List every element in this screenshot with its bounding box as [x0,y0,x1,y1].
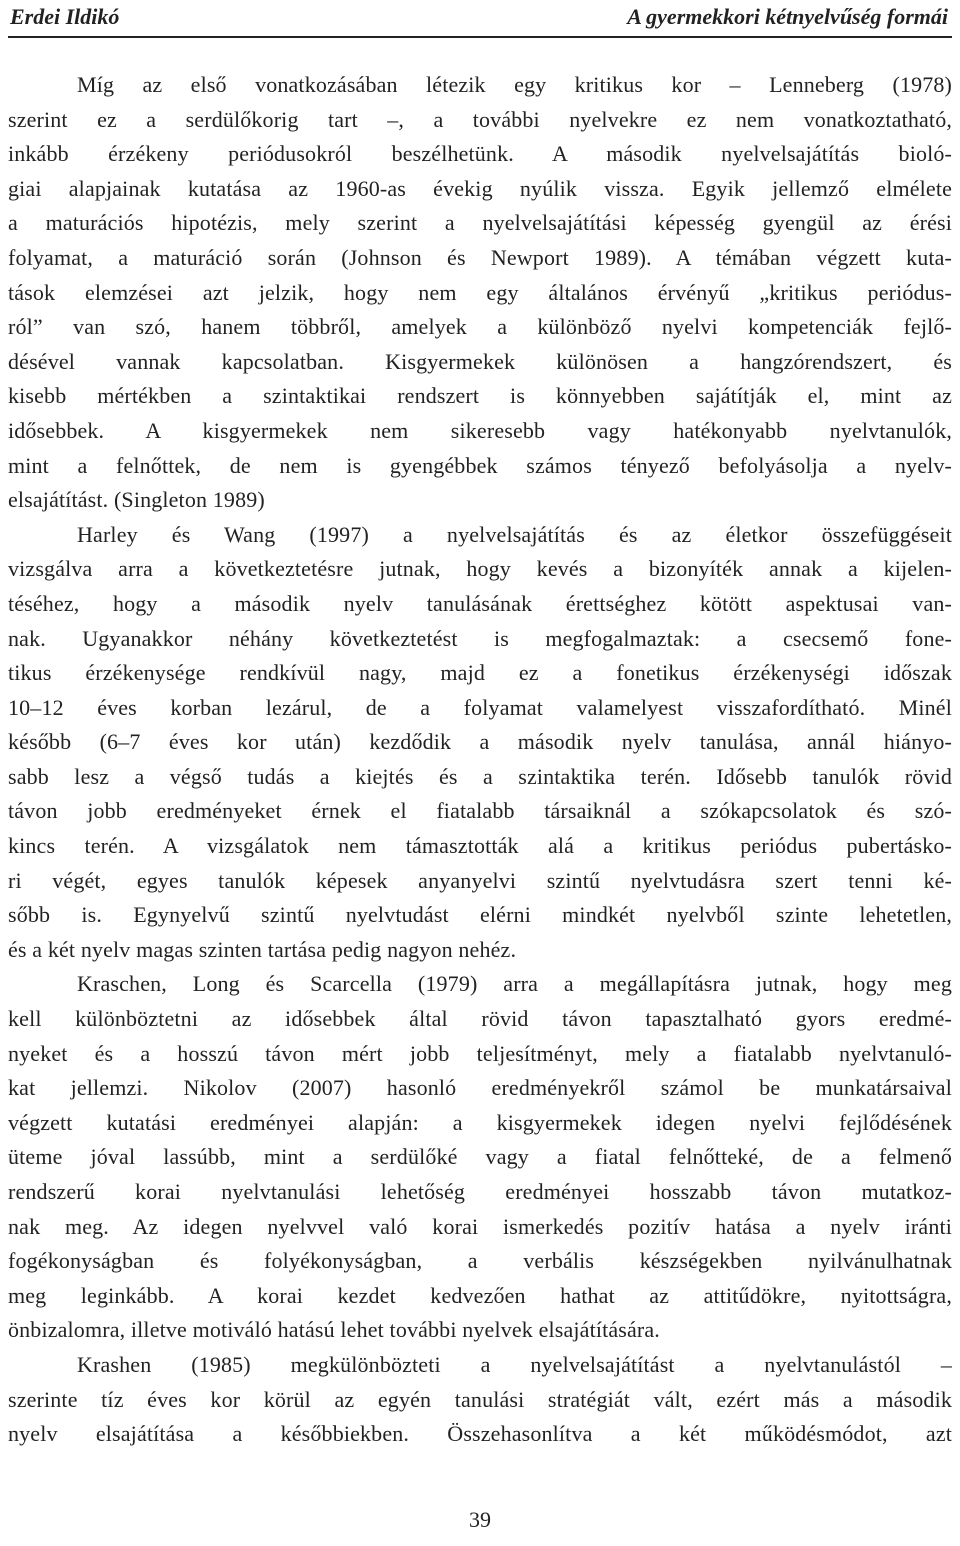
text-line: giai alapjainak kutatása az 1960-as évekig nyúlik vissza. Egyik jellemző elmélete [8,175,952,201]
text-line: rendszerű korai nyelvtanulási lehetőség eredményei hosszabb távon mutatkoz- [8,1179,952,1204]
text-line: Kraschen, Long és Scarcella (1979) arra a megállapításra jutnak, hogy meg [77,971,952,997]
paragraph [8,1348,952,1452]
text-line: végzett kutatási eredményei alapján: a kisgyermekek idegen nyelvi fejlődésének [8,1109,952,1135]
text-line: inkább érzékeny periódusokról beszélhetünk. A második nyelvelsajátítás bioló- [8,141,952,167]
text-line: tások elemzései azt jelzik, hogy nem egy általános érvényű „kritikus periódus- [8,279,952,305]
text-line: a maturációs hipotézis, mely szerint a nyelvelsajátítási képesség gyengül az érési [8,210,952,236]
header-title: A gyermekkori kétnyelvűség formái [627,4,948,29]
text-line: fogékonyságban és folyékonyságban, a verbális készségekben nyilvánulhatnak [8,1248,952,1274]
text-line: nyeket és a hosszú távon mért jobb teljesítményt, mely a fiatalabb nyelvtanuló- [8,1040,952,1066]
text-line: nak meg. Az idegen nyelvvel való korai ismerkedés pozitív hatása a nyelv iránti [8,1213,952,1239]
text-line: meg leginkább. A korai kezdet kedvezően hathat az attitűdökre, nyitottságra, [8,1282,952,1308]
text-line: mint a felnőttek, de nem is gyengébbek számos tényező befolyásolja a nyelv- [8,452,952,478]
text-line: később (6–7 éves kor után) kezdődik a második nyelv tanulása, annál hiányo- [8,729,952,755]
text-line: Krashen (1985) megkülönbözteti a nyelvelsajátítást a nyelvtanulástól – [77,1351,952,1377]
text-line: ri végét, egyes tanulók képesek anyanyelvi szintű nyelvtudásra szert tenni ké- [8,867,952,893]
running-header [8,0,952,38]
text-line: nyelv elsajátítása a későbbiekben. Összehasonlítva a két működésmódot, azt [8,1421,952,1447]
text-line: 10–12 éves korban lezárul, de a folyamat valamelyest visszafordítható. Minél [8,694,952,720]
paragraph [8,518,952,968]
text-line: ról” van szó, hanem többről, amelyek a különböző nyelvi kompetenciák fejlő- [8,314,952,340]
text-line: Harley és Wang (1997) a nyelvelsajátítás és az életkor összefüggéseit [77,521,952,547]
text-line: sabb lesz a végső tudás a kiejtés és a szintaktika terén. Idősebb tanulók rövid [8,763,952,789]
text-line: kisebb mértékben a szintaktikai rendszert is könnyebben sajátítják el, mint az [8,383,952,409]
paragraph [8,68,952,518]
header-author: Erdei Ildikó [10,4,120,29]
text-line: kincs terén. A vizsgálatok nem támasztották alá a kritikus periódus pubertásko- [8,833,952,859]
text-line: üteme jóval lassúbb, mint a serdülőké vagy a fiatal felnőtteké, de a felmenő [8,1144,952,1170]
text-line: tikus érzékenysége rendkívül nagy, majd ez a fonetikus érzékenységi időszak [8,660,952,686]
text-line: és a két nyelv magas szinten tartása pedig nagyon nehéz. [8,936,517,962]
paragraph [8,967,952,1348]
text-line: távon jobb eredményeket érnek el fiatalabb társaiknál a szókapcsolatok és szó- [8,798,952,824]
text-line: téséhez, hogy a második nyelv tanulásának érettséghez kötött aspektusai van- [8,590,952,616]
text-line: elsajátítást. (Singleton 1989) [8,487,265,513]
text-line: vizsgálva arra a következtetésre jutnak, hogy kevés a bizonyíték annak a kijelen- [8,556,952,582]
text-line: kat jellemzi. Nikolov (2007) hasonló eredményekről számol be munkatársaival [8,1075,952,1101]
text-line: sőbb is. Egynyelvű szintű nyelvtudást elérni mindkét nyelvből szinte lehetetlen, [8,902,952,928]
text-line: Míg az első vonatkozásában létezik egy kritikus kor – Lenneberg (1978) [77,72,952,97]
body-text [8,68,952,1452]
text-line: önbizalomra, illetve motiváló hatású lehet további nyelvek elsajátítására. [8,1317,660,1343]
page-number: 39 [469,1507,491,1532]
text-line: folyamat, a maturáció során (Johnson és Newport 1989). A témában végzett kuta- [8,244,952,270]
text-line: nak. Ugyanakkor néhány következtetést is megfogalmaztak: a csecsemő fone- [8,625,952,651]
text-line: szerint ez a serdülőkorig tart –, a további nyelvekre ez nem vonatkoztatható, [8,106,952,132]
text-line: idősebbek. A kisgyermekek nem sikeresebb vagy hatékonyabb nyelvtanulók, [8,417,952,443]
text-line: désével vannak kapcsolatban. Kisgyermekek különösen a hangzórendszert, és [8,348,952,374]
text-line: szerinte tíz éves kor körül az egyén tanulási stratégiát vált, ezért más a második [8,1386,952,1412]
text-line: kell különböztetni az idősebbek által rövid távon tapasztalható gyors eredmé- [8,1006,952,1032]
